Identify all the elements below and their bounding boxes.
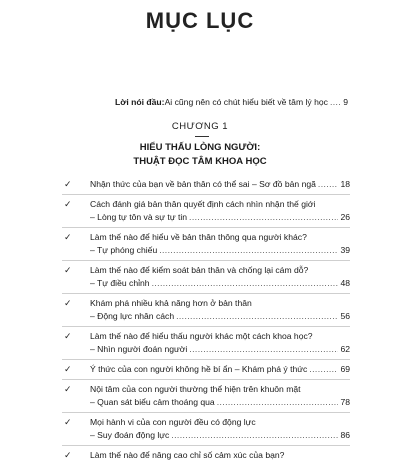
toc-entry-title: Nhận thức của bạn về bản thân có thể sai – Sơ đồ bản ngã [90,179,316,189]
leader-dots [318,178,339,191]
toc-entry[interactable] [64,231,350,257]
toc-list [64,178,350,462]
toc-entry-subtitle: – Nhìn người đoán người [90,344,188,354]
toc-entry-subtitle: – Động lực nhân cách [90,311,175,321]
leader-dots [309,363,338,376]
toc-entry-title: Ý thức của con người không hề bí ẩn – Khám phá ý thức [90,364,308,374]
leader-dots [189,211,338,224]
toc-entry-subtitle: – Lòng tự tôn và sự tự tin [90,212,188,222]
checkmark-icon: ✓ [64,232,72,242]
checkmark-icon: ✓ [64,384,72,394]
chapter-label: CHƯƠNG 1 [171,121,229,132]
toc-entry-title: Mọi hành vi của con người đều có động lực [90,417,256,427]
entry-divider [62,412,350,413]
toc-entry-subtitle: – Quan sát biểu cảm thoáng qua [90,397,215,407]
checkmark-icon: ✓ [64,364,72,374]
chapter-title-line-1: HIỂU THẤU LÒNG NGƯỜI: [139,142,261,153]
leader-dots [217,396,339,409]
page-title: MỤC LỤC [145,8,255,33]
checkmark-icon: ✓ [64,450,72,460]
toc-entry[interactable] [64,330,350,356]
toc-entry[interactable] [64,449,350,462]
toc-entry-title: Nội tâm của con người thường thể hiện trên khuôn mặt [90,384,301,394]
entry-divider [62,359,350,360]
toc-page-number: 69 [340,364,350,374]
toc-entry-title: Cách đánh giá bản thân quyết định cách nhìn nhận thế giới [90,199,316,209]
checkmark-icon: ✓ [64,417,72,427]
checkmark-icon: ✓ [64,179,72,189]
toc-entry-title: Làm thế nào để nâng cao chỉ số cảm xúc của bạn? [90,450,285,460]
toc-entry-subtitle: – Tự phóng chiếu [90,245,158,255]
toc-entry-title: Làm thế nào để kiểm soát bản thân và chống lại cám dỗ? [90,265,309,275]
toc-page-number: 86 [340,430,350,440]
preface-entry[interactable] [115,97,348,111]
toc-entry-subtitle: – Tự điều chỉnh [90,278,150,288]
toc-entry[interactable] [64,198,350,224]
leader-dots [189,343,338,356]
preface-page-number: 9 [343,97,348,107]
leader-dots [330,97,341,107]
toc-entry[interactable] [64,297,350,323]
toc-page-number: 48 [340,278,350,288]
leader-dots [152,277,339,290]
preface-text: Ai cũng nên có chút hiểu biết về tâm lý học [164,97,328,107]
toc-page-number: 62 [340,344,350,354]
leader-dots [159,244,338,257]
toc-page-number: 39 [340,245,350,255]
toc-entry[interactable] [64,416,350,442]
entry-divider [62,227,350,228]
entry-divider [62,260,350,261]
toc-entry[interactable] [64,363,350,376]
entry-divider [62,379,350,380]
entry-divider [62,445,350,446]
toc-entry-title: Làm thế nào để hiểu thấu người khác một cách khoa học? [90,331,313,341]
preface-lead: Lời nói đầu: [115,97,165,107]
checkmark-icon: ✓ [64,199,72,209]
toc-entry-title: Làm thế nào để hiểu về bản thân thông qua người khác? [90,232,307,242]
chapter-divider [195,136,209,137]
toc-page-number: 78 [340,397,350,407]
toc-entry[interactable] [64,383,350,409]
checkmark-icon: ✓ [64,265,72,275]
toc-entry-subtitle: – Suy đoán động lực [90,430,170,440]
toc-page-number: 18 [340,179,350,189]
leader-dots [176,310,338,323]
chapter-title-line-2: THUẬT ĐỌC TÂM KHOA HỌC [133,156,267,167]
entry-divider [62,293,350,294]
leader-dots [171,429,338,442]
toc-entry-title: Khám phá nhiều khả năng hơn ở bản thân [90,298,252,308]
checkmark-icon: ✓ [64,331,72,341]
entry-divider [62,194,350,195]
toc-entry[interactable] [64,178,350,191]
toc-entry[interactable] [64,264,350,290]
toc-page-number: 56 [340,311,350,321]
checkmark-icon: ✓ [64,298,72,308]
toc-page-number: 26 [340,212,350,222]
entry-divider [62,326,350,327]
